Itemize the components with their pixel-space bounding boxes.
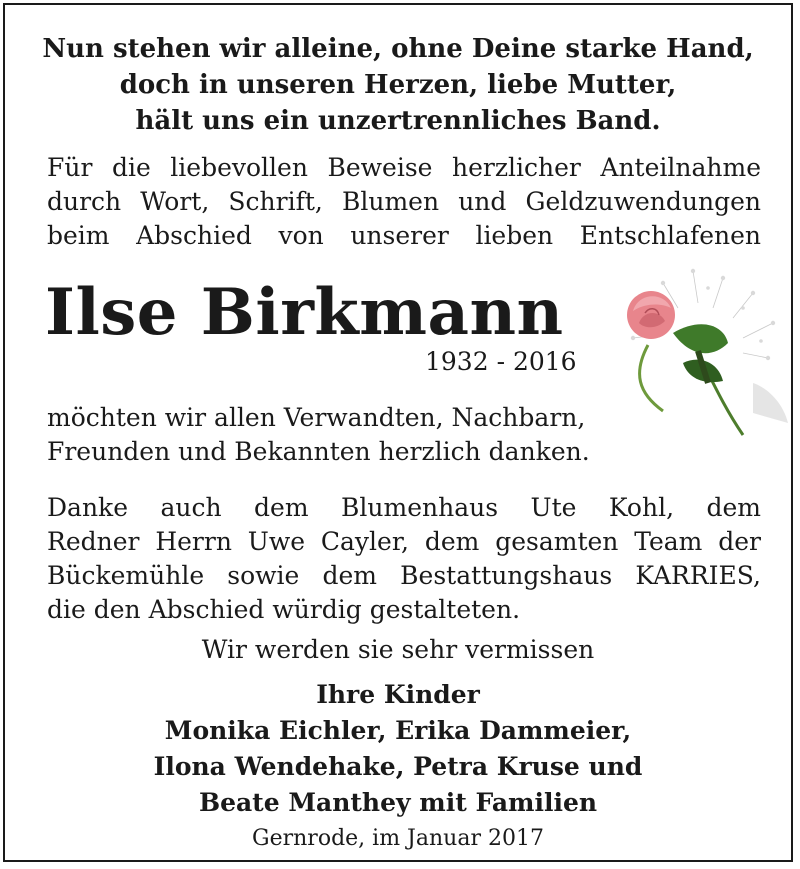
intro-paragraph [47,151,761,253]
place-date: Gernrode, im Januar 2017 [252,826,544,851]
poem [25,31,771,139]
acknowledgement-paragraph [47,491,761,627]
acknowledgement-line: Danke auch dem Blumenhaus Ute Kohl, dem [47,493,761,522]
rose-icon [603,263,793,453]
thanks-line: Freunden und Bekannten herzlich danken. [47,437,590,466]
intro-line: durch Wort, Schrift, Blumen und Geldzuwendungen [47,187,761,216]
poem-line: hält uns ein unzertrennliches Band. [135,106,661,136]
life-years: 1932 - 2016 [425,347,577,376]
signature-block [5,677,791,821]
signature-line: Ihre Kinder [316,680,480,709]
deceased-name: Ilse Birkmann [45,275,564,350]
signature-line: Beate Manthey mit Familien [198,788,598,817]
closing-line: Wir werden sie sehr vermissen [201,635,595,664]
acknowledgement-line: Redner Herrn Uwe Cayler, dem gesamten Team der [47,527,761,556]
signature-line: Ilona Wendehake, Petra Kruse und [153,752,643,781]
thanks-paragraph [47,401,590,469]
thanks-line: möchten wir allen Verwandten, Nachbarn, [47,403,586,432]
poem-line: Nun stehen wir alleine, ohne Deine starke Hand, [42,34,754,64]
acknowledgement-line: Bückemühle sowie dem Bestattungshaus KARRIES, [47,561,761,590]
acknowledgement-line: die den Abschied würdig gestalteten. [47,595,521,624]
intro-line: Für die liebevollen Beweise herzlicher Anteilnahme [47,153,761,182]
intro-line: beim Abschied von unserer lieben Entschlafenen [47,221,761,250]
poem-line: doch in unseren Herzen, liebe Mutter, [119,70,677,100]
obituary-card [3,3,793,862]
signature-line: Monika Eichler, Erika Dammeier, [164,716,632,745]
